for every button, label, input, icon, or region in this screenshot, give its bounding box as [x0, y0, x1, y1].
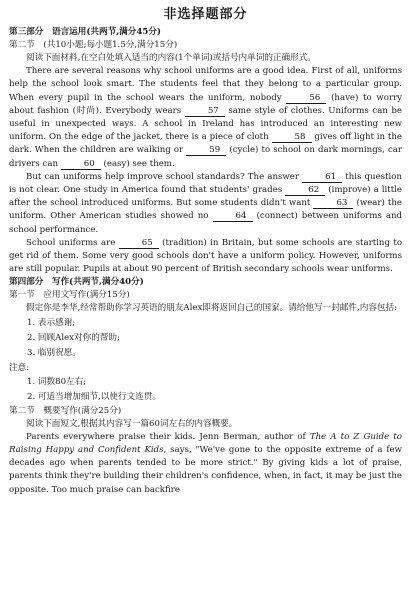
part4-section1-heading: 第一节 应用文写作(满分15分)	[9, 290, 130, 301]
part4-heading: 第四部分 写作(共两节,满分40分)	[9, 277, 144, 288]
passage-text: see them.	[132, 158, 175, 169]
passage-text: this question is not clear. One study in America found that students' grades	[9, 171, 402, 196]
passage-text: same style of clothes. Uniforms can be useful in unexpected ways. A school in Ireland has introduced an interesting new uniform. On the edge of the jacket, there is a piece of cloth	[9, 105, 403, 143]
note-label: 注意:	[9, 362, 30, 373]
passage-text: to school on dark mornings, car drivers can	[9, 145, 402, 169]
blank-56[interactable]: 56	[286, 93, 326, 104]
hint-63: (wear)	[356, 198, 385, 209]
passage-text: School uniforms are	[26, 237, 116, 248]
passage-text: a little after the school introduced uniforms. But some students didn't want	[9, 185, 402, 209]
blank-59[interactable]: 59	[186, 145, 226, 156]
page-title: 非选择题部分	[163, 7, 248, 22]
hint-62: (improve)	[328, 185, 371, 196]
hint-56: (have)	[331, 92, 359, 103]
summary-instruction: 阅读下面短文,根据其内容写一篇60词左右的内容概要。	[26, 418, 238, 429]
writing-prompt: 假定你是李华,经常帮助你学习英语的朋友Alex即将返回自己的国家。请给他写一封邮件,内容包括:	[26, 303, 397, 314]
passage-paragraph-1	[9, 65, 402, 171]
passage-text: There are several reasons why school uniforms are a good idea. First of all, uniforms help the school look smart. The students feel that they belong to a particular group. When every pupil in the school wears the uniform, nobody	[9, 66, 402, 103]
blank-61[interactable]: 61	[302, 172, 342, 183]
list-item: 1. 表示感谢;	[27, 317, 76, 328]
passage-text: gives off light in the dark. When the children are walking or	[9, 132, 403, 156]
hint-60: (easy)	[103, 158, 130, 169]
passage-text: the uniform. Other American studies showed no	[9, 198, 402, 222]
passage-text: , says, "We've gone to the opposite extreme of a few decades ago when parents tended to be more strict." By giving kids a lot of praise, parents think they're building their children's confidence, when, in fact, it may be just the opposite. Too much praise can backfire	[9, 445, 402, 495]
passage-text: But can uniforms help improve school standards? The answer	[26, 171, 299, 182]
blank-60[interactable]: 60	[61, 159, 101, 170]
list-item: 2. 回顾Alex对你的帮助;	[27, 332, 120, 343]
passage-text: in Britain, but some schools are starting to get rid of them. Some very good schools don't have a uniform policy. However, uniforms are still popular. Pupils at about 90 percent of British secondary schools wear uniforms.	[9, 237, 402, 275]
part3-heading: 第三部分 语言运用(共两节,满分45分)	[9, 27, 161, 37]
blank-64[interactable]: 64	[213, 211, 253, 222]
passage-paragraph-2	[9, 171, 402, 237]
summary-passage	[9, 431, 402, 497]
writing-notes	[9, 375, 402, 405]
part3-section2-heading: 第二节 (共10小题;每小题1.5分,满分15分)	[9, 40, 178, 50]
passage-paragraph-3	[9, 237, 402, 277]
hint-64: (connect)	[256, 211, 298, 222]
part4-section2-heading: 第二节 概要写作(满分25分)	[9, 405, 122, 416]
hint-59: (cycle)	[229, 145, 259, 156]
list-item: 3. 临别祝愿。	[27, 347, 81, 358]
blank-65[interactable]: 65	[119, 238, 159, 249]
passage-text: Parents everywhere praise their kids. Jenn Berman, author of	[26, 431, 306, 442]
list-item: 1. 词数80左右;	[27, 376, 87, 387]
blank-63[interactable]: 63	[313, 198, 353, 209]
passage-text: to worry about fashion (时尚). Everybody wears	[9, 92, 403, 116]
blank-57[interactable]: 57	[185, 106, 225, 117]
book-title: The A to Z Guide to Raising Happy and Confident Kids	[9, 431, 402, 456]
blank-62[interactable]: 62	[285, 185, 325, 196]
blank-58[interactable]: 58	[272, 132, 312, 143]
hint-65: (tradition)	[162, 237, 207, 248]
list-item: 2. 可适当增加细节,以使行文连贯。	[27, 391, 161, 402]
part3-instruction: 阅读下面材料,在空白处填入适当的内容(1个单词)或括号内单词的正确形式。	[26, 53, 316, 63]
passage-text: between uniforms and school performance.	[9, 211, 403, 235]
writing-requirements	[9, 316, 402, 361]
